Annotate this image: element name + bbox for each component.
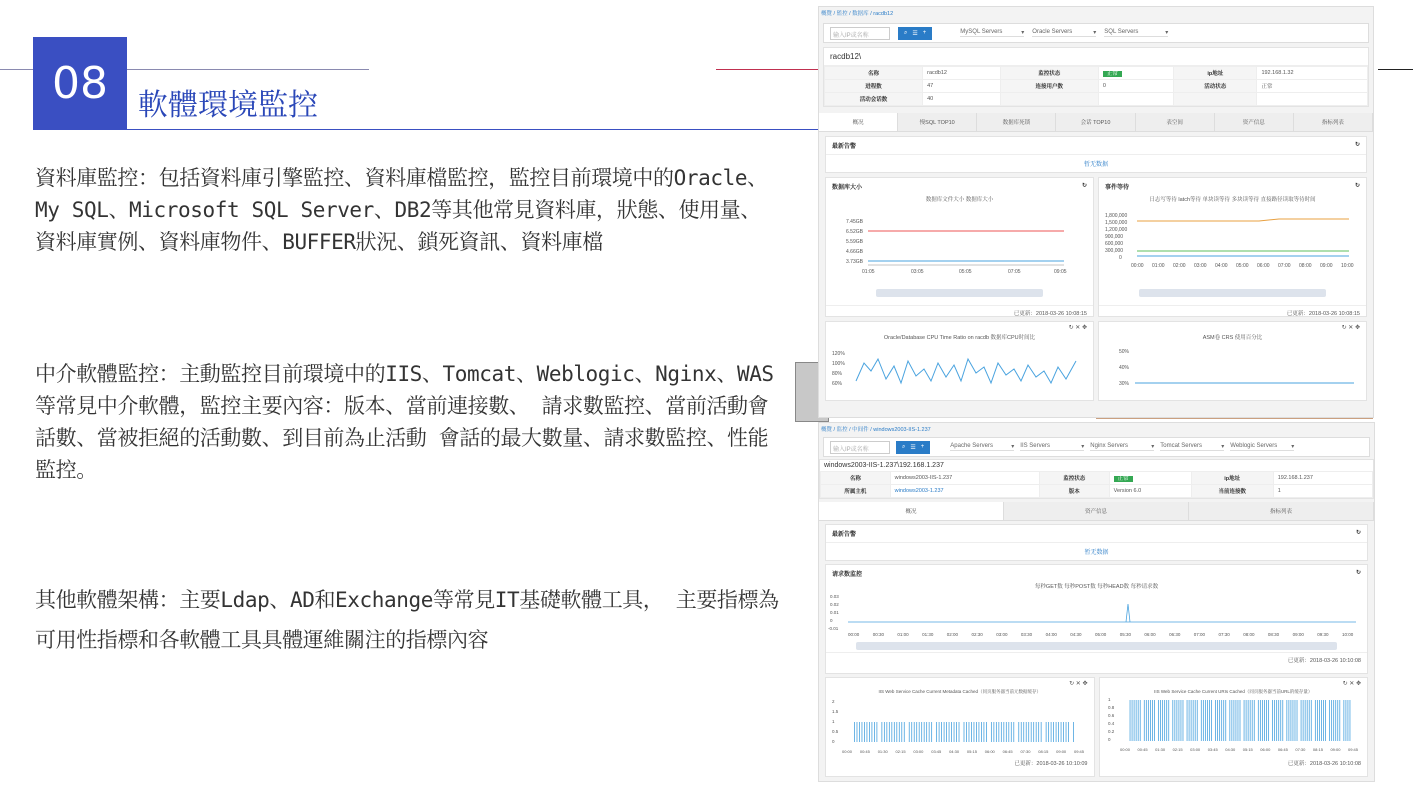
paragraph-middleware: 中介軟體監控：主動監控目前環境中的IIS、Tomcat、Weblogic、Nginx、WAS等常見中介軟體，監控主要內容：版本、當前連接數、 請求數監控、當前活動會話數、當被拒絕的活動數、到目前為止活動 會話的最大數量、請求數監控、性能監控。	[35, 362, 774, 482]
x-tick-label: 06:00	[984, 749, 995, 754]
db-size-chart	[826, 203, 1091, 287]
request-chart	[826, 590, 1366, 640]
x-tick-label: 06:45	[1002, 749, 1013, 754]
svg-text:01:00: 01:00	[1152, 263, 1165, 269]
filter-weblogic[interactable]: Weblogic Servers ▾	[1230, 443, 1295, 450]
x-tick-label: 09:00	[1056, 749, 1067, 754]
svg-text:80%: 80%	[832, 371, 843, 377]
host-link[interactable]: windows2003-1.237	[890, 485, 1039, 498]
svg-text:1.5: 1.5	[832, 709, 839, 714]
svg-text:30%: 30%	[1119, 381, 1130, 387]
chevron-down-icon: ▾	[1081, 444, 1085, 450]
svg-text:3.73GB: 3.73GB	[846, 259, 863, 265]
tab-deadlock[interactable]: 数据库死锁	[977, 113, 1056, 131]
svg-text:0.02: 0.02	[830, 602, 839, 607]
svg-text:6.52GB: 6.52GB	[846, 229, 863, 235]
search-icon: ⌕	[902, 443, 906, 450]
paragraph-other: 其他軟體架構：主要Ldap、AD和Exchange等常見IT基礎軟體工具， 主要指標為可用性指標和各軟體工具具體運維關注的指標內容	[35, 588, 779, 652]
tab-assets[interactable]: 资产信息	[1215, 113, 1294, 131]
svg-text:0.2: 0.2	[1107, 729, 1114, 734]
svg-text:120%: 120%	[832, 351, 845, 357]
x-tick-label: 02:00	[946, 632, 959, 637]
tab-metrics[interactable]: 指标列表	[1189, 502, 1374, 520]
svg-text:900,000: 900,000	[1105, 234, 1124, 240]
tab-overview[interactable]: 概况	[819, 502, 1004, 520]
db-size-panel: 数据库大小 ↻ 数据库文件大小 数据库大小 7.45GB 6.52GB 5.59GB 4.66GB 3.73GB 01:05 03:05 05:05 07:05 09:05 已更新：2018-03-26 10:08:15	[825, 177, 1094, 317]
svg-text:0.5: 0.5	[832, 729, 839, 734]
x-tick-label: 03:45	[931, 749, 942, 754]
x-tick-label: 08:15	[1038, 749, 1049, 754]
add-icon: +	[920, 444, 925, 450]
request-monitor-panel: 请求数监控 ↻ 每秒GET数 每秒POST数 每秒HEAD数 每秒请求数 0.03 0.02 0.01 0 -0.01 00:00 00:30 01:00 01:30 02:00 02:30 03:00 03:30 04:00 04:30 05:00 05:30 06:00 06:30 07:00 07:30 08:00 08:30 09:00 09:30 10:00 已更新：2018-03-26 10:10:08	[825, 564, 1368, 674]
x-tick-label: 07:30	[1218, 632, 1230, 637]
chevron-down-icon: ▾	[1011, 444, 1015, 450]
asm-usage-panel: ↻ ✕ ✥ ASM卷 CRS 使用百分比 50% 40% 30%	[1098, 321, 1367, 401]
svg-text:07:00: 07:00	[1278, 263, 1291, 269]
svg-text:0.8: 0.8	[1107, 705, 1114, 710]
x-tick-label: 07:30	[1020, 749, 1031, 754]
svg-text:-0.01: -0.01	[828, 626, 839, 631]
close-icon[interactable]: ✕	[1349, 681, 1355, 687]
x-tick-label: 00:00	[842, 749, 853, 754]
svg-text:40%: 40%	[1119, 365, 1130, 371]
refresh-icon[interactable]: ↻	[1068, 325, 1074, 331]
close-icon[interactable]: ✕	[1075, 681, 1081, 687]
event-wait-chart	[1099, 203, 1364, 287]
x-tick-label: 04:30	[1224, 747, 1235, 752]
svg-text:0: 0	[1119, 255, 1122, 261]
x-tick-label: 04:30	[949, 749, 960, 754]
instance-info-table: 名称 racdb12 监控状态 正常 ip地址 192.168.1.32 进程数 47 连接用户数 0 活动状态 正常 活动会话数 40	[824, 66, 1368, 106]
divider	[1096, 418, 1373, 419]
x-tick-label: 03:30	[1020, 632, 1033, 637]
x-tick-label: 00:30	[872, 632, 884, 637]
filter-tomcat[interactable]: Tomcat Servers ▾	[1160, 443, 1225, 450]
x-tick-label: 01:00	[897, 632, 909, 637]
toolbar	[823, 23, 1369, 43]
svg-text:08:00: 08:00	[1299, 263, 1312, 269]
x-tick-label: 00:45	[1137, 747, 1148, 752]
tab-session[interactable]: 会话 TOP10	[1056, 113, 1135, 131]
title-underline	[127, 129, 825, 130]
svg-text:0.01: 0.01	[830, 610, 839, 615]
mw-tabs	[819, 502, 1374, 521]
svg-text:1,500,000: 1,500,000	[1105, 220, 1128, 226]
search-button[interactable]	[896, 441, 930, 454]
no-data: 暂无数据	[826, 542, 1367, 560]
x-tick-label: 05:15	[966, 749, 977, 754]
chevron-down-icon: ▾	[1021, 30, 1025, 36]
svg-text:03:05: 03:05	[911, 269, 924, 275]
metadata-cache-panel: ↻ ✕ ✥ IIS Web Service Cache Current Metadata Cached（同页服务器当前元数据缓存） 2 1.5 1 0.5 0 00:00 00:45 01:30 02:15 03:00 03:45 04:30 05:15 06:00 06:45 07:30 08:15 09:00 09:45 已更新：2018-03-26 10:10:09	[825, 677, 1095, 777]
x-tick-label: 05:30	[1119, 632, 1131, 637]
move-icon[interactable]: ✥	[1081, 325, 1087, 331]
zoom-slider[interactable]	[1139, 289, 1326, 297]
svg-text:50%: 50%	[1119, 349, 1130, 355]
svg-text:0: 0	[830, 618, 833, 623]
instance-info-table: 名称 windows2003-IIS-1.237 监控状态 正常 ip地址 192.168.1.237 所属主机 windows2003-1.237 版本 Version 6.0 当前连接数 1	[820, 471, 1373, 498]
x-tick-label: 03:45	[1207, 747, 1218, 752]
section-number: 08	[33, 37, 127, 130]
latest-alert-title: 最新告警	[832, 532, 857, 538]
svg-text:01:05: 01:05	[862, 269, 875, 275]
chevron-down-icon: ▾	[1291, 444, 1295, 450]
svg-text:03:00: 03:00	[1194, 263, 1207, 269]
svg-text:7.45GB: 7.45GB	[846, 219, 863, 225]
x-tick-label: 10:00	[1342, 632, 1354, 637]
svg-text:10:00: 10:00	[1341, 263, 1354, 269]
x-tick-label: 03:00	[996, 632, 1008, 637]
x-tick-label: 04:30	[1070, 632, 1082, 637]
filter-sql[interactable]: SQL Servers ▾	[1104, 29, 1169, 36]
database-monitor-screenshot	[818, 6, 1374, 418]
zoom-slider[interactable]	[876, 289, 1043, 297]
svg-text:600,000: 600,000	[1105, 241, 1124, 247]
x-tick-label: 06:30	[1169, 632, 1181, 637]
x-tick-label: 08:15	[1312, 747, 1323, 752]
svg-text:07:05: 07:05	[1008, 269, 1021, 275]
x-tick-label: 02:15	[895, 749, 906, 754]
refresh-icon[interactable]: ↻	[1355, 530, 1361, 536]
filter-iis[interactable]: IIS Servers ▾	[1020, 443, 1085, 450]
chevron-down-icon: ▾	[1151, 444, 1155, 450]
uri-cache-chart	[1100, 695, 1365, 757]
x-tick-label: 00:00	[848, 632, 860, 637]
refresh-icon[interactable]: ↻	[1342, 681, 1348, 687]
x-tick-label: 09:00	[1329, 747, 1340, 752]
search-input[interactable]: 输入IP或名称	[830, 441, 890, 454]
tab-assets[interactable]: 资产信息	[1004, 502, 1189, 520]
svg-text:06:00: 06:00	[1257, 263, 1270, 269]
toolbar	[823, 437, 1370, 457]
filter-mysql[interactable]: MySQL Servers ▾	[960, 29, 1025, 36]
x-tick-label: 01:30	[877, 749, 888, 754]
tab-overview[interactable]: 概况	[819, 113, 898, 131]
svg-text:1,800,000: 1,800,000	[1105, 213, 1128, 219]
svg-text:2: 2	[832, 699, 835, 704]
paragraph-database: 資料庫監控：包括資料庫引擎監控、資料庫檔監控，監控目前環境中的Oracle、My SQL、Microsoft SQL Server、DB2等其他常見資料庫，狀態、使用量、資料庫實例、資料庫物件、BUFFER狀況、鎖死資訊、資料庫檔	[35, 166, 768, 254]
search-button[interactable]	[898, 27, 932, 40]
move-icon[interactable]: ✥	[1082, 681, 1088, 687]
move-icon[interactable]: ✥	[1354, 325, 1360, 331]
instance-name: windows2003-IIS-1.237\192.168.1.237	[824, 462, 944, 469]
breadcrumb: 概覽 / 监控 / 中间件 / windows2003-IIS-1.237	[821, 427, 931, 433]
svg-text:0.6: 0.6	[1107, 713, 1114, 718]
close-icon[interactable]: ✕	[1348, 325, 1354, 331]
refresh-icon[interactable]: ↻	[1069, 681, 1075, 687]
close-icon[interactable]: ✕	[1075, 325, 1081, 331]
svg-text:5.59GB: 5.59GB	[846, 239, 863, 245]
list-icon: ☰	[910, 444, 916, 451]
instance-name: racdb12\	[824, 48, 1368, 66]
svg-text:0: 0	[832, 739, 835, 744]
svg-text:05:05: 05:05	[959, 269, 972, 275]
x-tick-label: 06:45	[1277, 747, 1288, 752]
middleware-monitor-screenshot	[818, 422, 1375, 782]
svg-text:00:00: 00:00	[1131, 263, 1144, 269]
svg-text:100%: 100%	[832, 361, 845, 367]
x-tick-label: 00:00	[1119, 747, 1130, 752]
x-tick-label: 05:15	[1242, 747, 1253, 752]
add-icon: +	[922, 30, 927, 36]
svg-text:1,200,000: 1,200,000	[1105, 227, 1128, 233]
move-icon[interactable]: ✥	[1355, 681, 1361, 687]
search-icon: ⌕	[904, 29, 908, 36]
refresh-icon[interactable]: ↻	[1341, 325, 1347, 331]
x-tick-label: 09:45	[1347, 747, 1358, 752]
list-icon: ☰	[912, 30, 918, 37]
svg-text:09:05: 09:05	[1054, 269, 1067, 275]
x-tick-label: 06:00	[1144, 632, 1156, 637]
x-tick-label: 00:45	[859, 749, 870, 754]
svg-text:300,000: 300,000	[1105, 248, 1124, 254]
db-tabs	[819, 113, 1373, 132]
cpu-ratio-panel: ↻ ✕ ✥ Oracle/Database CPU Time Ratio on racdb 数据库CPU时间比 120% 100% 80% 60%	[825, 321, 1094, 401]
refresh-icon[interactable]: ↻	[1354, 183, 1360, 189]
x-tick-label: 09:45	[1074, 749, 1085, 754]
uri-cache-panel: ↻ ✕ ✥ IIS Web Service Cache Current URIs Cached（同页服务器当前URL的缓存量） 1 0.8 0.6 0.4 0.2 0 00:00 00:45 01:30 02:15 03:00 03:45 04:30 05:15 06:00 06:45 07:30 08:15 09:00 09:45 已更新：2018-03-26 10:10:08	[1099, 677, 1369, 777]
svg-text:1: 1	[1107, 697, 1111, 702]
x-tick-label: 09:30	[1317, 632, 1329, 637]
x-tick-label: 08:00	[1243, 632, 1255, 637]
event-wait-panel: 事件等待 ↻ 日志写等待 latch等待 单块读等待 多块读等待 直接路径读取等待时间 1,800,000 1,500,000 1,200,000 900,000 600,000 300,000 0 00:00 01:00 02:00 03:00 04:00 05:00 06:00 07:00 08:00 09:00 10:00 已更新：2018-03-26 10:08:15	[1098, 177, 1367, 317]
zoom-slider[interactable]	[856, 642, 1337, 650]
x-tick-label: 05:00	[1095, 632, 1107, 637]
x-tick-label: 08:30	[1267, 632, 1280, 637]
latest-alert-title: 最新告警	[832, 144, 857, 150]
filter-apache[interactable]: Apache Servers ▾	[950, 443, 1015, 450]
chevron-down-icon: ▾	[1221, 444, 1225, 450]
filter-nginx[interactable]: Nginx Servers ▾	[1090, 443, 1155, 450]
filter-oracle[interactable]: Oracle Servers ▾	[1032, 29, 1097, 36]
tab-tablespace[interactable]: 表空间	[1136, 113, 1215, 131]
x-tick-label: 02:15	[1172, 747, 1183, 752]
svg-text:0.4: 0.4	[1107, 721, 1114, 726]
svg-text:09:00: 09:00	[1320, 263, 1333, 269]
svg-text:0: 0	[1107, 737, 1111, 742]
x-tick-label: 02:30	[971, 632, 983, 637]
metadata-cache-chart	[826, 695, 1091, 757]
x-tick-label: 01:30	[922, 632, 934, 637]
x-tick-label: 07:30	[1294, 747, 1305, 752]
cpu-ratio-chart	[826, 341, 1091, 391]
chevron-down-icon: ▾	[1165, 30, 1169, 36]
x-tick-label: 03:00	[913, 749, 924, 754]
x-tick-label: 09:00	[1292, 632, 1304, 637]
svg-text:60%: 60%	[832, 381, 843, 387]
svg-text:0.03: 0.03	[830, 594, 839, 599]
x-tick-label: 07:00	[1193, 632, 1206, 637]
status-badge: 正常	[1114, 476, 1133, 482]
svg-text:05:00: 05:00	[1236, 263, 1249, 269]
slide-title: 軟體環境監控	[138, 88, 318, 123]
tab-slow-sql[interactable]: 慢SQL TOP10	[898, 113, 977, 131]
x-tick-label: 06:00	[1259, 747, 1270, 752]
refresh-icon[interactable]: ↻	[1081, 183, 1087, 189]
refresh-icon[interactable]: ↻	[1355, 570, 1361, 576]
x-tick-label: 01:30	[1154, 747, 1165, 752]
breadcrumb: 概覽 / 監控 / 数据库 / racdb12	[821, 11, 894, 17]
chevron-down-icon: ▾	[1093, 30, 1097, 36]
svg-text:4.66GB: 4.66GB	[846, 249, 863, 255]
accent-rule	[716, 69, 820, 70]
x-tick-label: 04:00	[1045, 632, 1057, 637]
svg-text:1: 1	[832, 719, 835, 724]
refresh-icon[interactable]: ↻	[1354, 142, 1360, 148]
no-data: 暂无数据	[826, 154, 1366, 172]
tab-metrics[interactable]: 指标列表	[1294, 113, 1373, 131]
svg-text:04:00: 04:00	[1215, 263, 1228, 269]
asm-usage-chart	[1099, 341, 1364, 391]
status-badge: 正常	[1103, 71, 1122, 77]
svg-text:02:00: 02:00	[1173, 263, 1186, 269]
x-tick-label: 03:00	[1189, 747, 1200, 752]
right-rule	[1378, 69, 1413, 70]
search-input[interactable]: 输入IP或名称	[830, 27, 890, 40]
